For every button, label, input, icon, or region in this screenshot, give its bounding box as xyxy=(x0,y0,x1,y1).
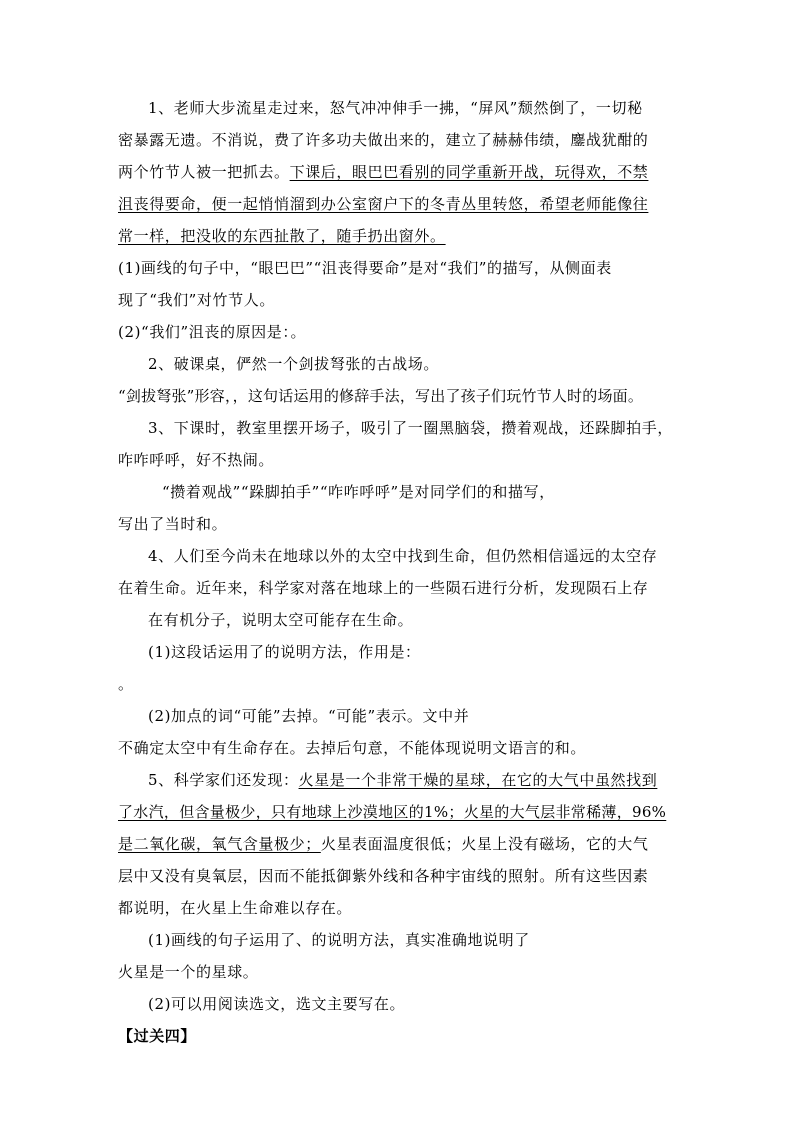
p5-line-2-underlined: 了水汽，但含量极少，只有地球上沙漠地区的1%；火星的大气层非常稀薄，96% xyxy=(118,803,667,821)
p1-line-3-underlined: 下课后，眼巴巴看别的同学重新开战，玩得欢，不禁 xyxy=(289,163,649,181)
p5-line-8: (2)可以用阅读选文，选文主要写在。 xyxy=(148,995,406,1013)
p4-line-1: 4、人们至今尚未在地球以外的太空中找到生命，但仍然相信遥远的太空存 xyxy=(148,547,658,565)
p4-line-5: 。 xyxy=(118,675,134,693)
p1-line-5-underlined: 常一样，把没收的东西扯散了，随手扔出窗外。 xyxy=(118,227,446,245)
p5-line-3 xyxy=(118,834,648,854)
p3-line-4: 写出了当时和。 xyxy=(118,515,228,533)
p5-line-3-b: 火星表面温度很低；火星上没有磁场，它的大气 xyxy=(320,835,649,853)
p3-line-2: 咋咋呼呼，好不热闹。 xyxy=(118,451,275,469)
p5-line-3-underlined: 是二氧化碳，氧气含量极少； xyxy=(118,835,321,853)
p5-line-4: 层中又没有臭氧层，因而不能抵御紫外线和各种宇宙线的照射。所有这些因素 xyxy=(118,867,649,885)
p5-line-1-a: 5、科学家们还发现： xyxy=(148,771,299,789)
p5-line-5: 都说明，在火星上生命难以存在。 xyxy=(118,899,353,917)
p5-line-1 xyxy=(148,770,657,790)
p5-line-7: 火星是一个的星球。 xyxy=(118,963,259,981)
p3-line-3: “攒着观战”“跺脚拍手”“咋咋呼呼”是对同学们的和描写， xyxy=(162,483,555,501)
p1-line-3-a: 两个竹节人被一把抓去。 xyxy=(118,163,290,181)
p4-line-4: (1)这段话运用了的说明方法，作用是： xyxy=(148,643,421,661)
p2-line-2: “剑拔弩张”形容，，这句话运用的修辞手法，写出了孩子们玩竹节人时的场面。 xyxy=(118,387,644,405)
p4-line-2: 在着生命。近年来，科学家对落在地球上的一些陨石进行分析，发现陨石上存 xyxy=(118,579,649,597)
p5-line-6: (1)画线的句子运用了、的说明方法，真实准确地说明了 xyxy=(148,931,530,949)
section-heading: 【过关四】 xyxy=(118,1027,197,1045)
q1-line-2: 现了“我们”对竹节人。 xyxy=(118,291,275,309)
p2-line-1: 2、破课桌，俨然一个剑拔弩张的古战场。 xyxy=(148,355,439,373)
q1-line-1: (1)画线的句子中，“眼巴巴”“沮丧得要命”是对“我们”的描写，从侧面表 xyxy=(118,259,612,277)
p1-line-2: 密暴露无遗。不消说，费了许多功夫做出来的，建立了赫赫伟绩，鏖战犹酣的 xyxy=(118,131,649,149)
p3-line-1: 3、下课时，教室里摆开场子，吸引了一圈黑脑袋，攒着观战，还跺脚拍手， xyxy=(148,419,673,437)
q1-line-3: (2)“我们”沮丧的原因是：。 xyxy=(118,323,307,341)
p4-line-3: 在有机分子，说明太空可能存在生命。 xyxy=(148,611,414,629)
p1-line-4-underlined: 沮丧得要命，便一起悄悄溜到办公室窗户下的冬青丛里转悠，希望老师能像往 xyxy=(118,195,649,213)
p4-line-7: 不确定太空中有生命存在。去掉后句意，不能体现说明文语言的和。 xyxy=(118,739,587,757)
p4-line-6: (2)加点的词“可能”去掉。“可能”表示。文中并 xyxy=(148,707,470,725)
p1-line-1: 1、老师大步流星走过来，怒气冲冲伸手一拂，“屏风”颓然倒了，一切秘 xyxy=(148,99,643,117)
p1-line-3 xyxy=(118,162,648,182)
p5-line-1-underlined: 火星是一个非常干燥的星球，在它的大气中虽然找到 xyxy=(298,771,658,789)
